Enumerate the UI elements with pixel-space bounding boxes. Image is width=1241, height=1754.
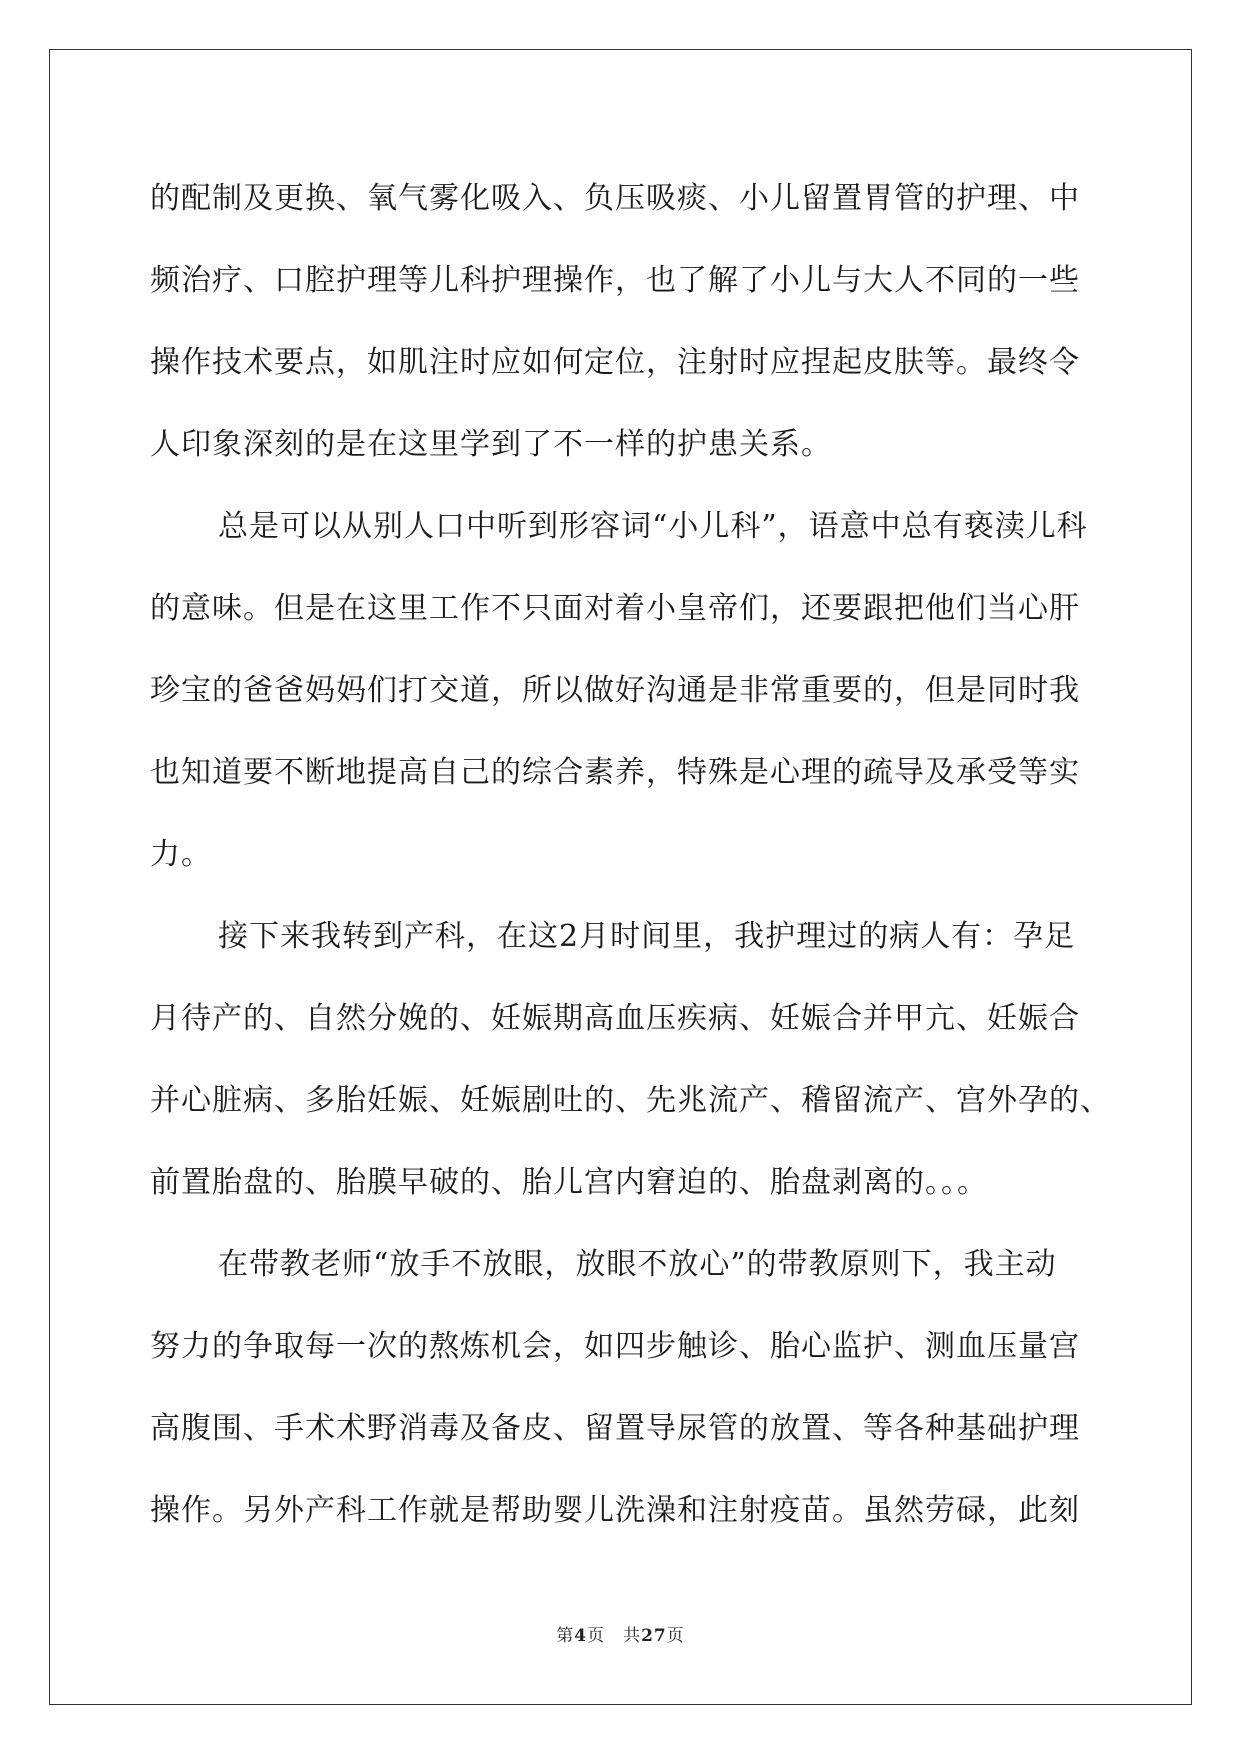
text-line: 总是可以从别人口中听到形容词“小儿科”，语意中总有亵渎儿科 xyxy=(218,509,1088,544)
text-line: 接下来我转到产科，在这2月时间里，我护理过的病人有：孕足 xyxy=(218,919,1076,954)
page-prefix: 第 xyxy=(556,1626,575,1646)
text-line: 也知道要不断地提高自己的综合素养，特殊是心理的疏导及承受等实 xyxy=(150,755,1080,790)
text-line: 月待产的、自然分娩的、妊娠期高血压疾病、妊娠合并甲亢、妊娠合 xyxy=(150,1001,1080,1036)
total-suffix: 页 xyxy=(666,1626,685,1646)
text-line: 的意味。但是在这里工作不只面对着小皇帝们，还要跟把他们当心肝 xyxy=(150,591,1080,626)
text-line: 努力的争取每一次的熬炼机会，如四步触诊、胎心监护、测血压量宫 xyxy=(150,1329,1080,1364)
text-line: 频治疗、口腔护理等儿科护理操作，也了解了小儿与大人不同的一些 xyxy=(150,263,1080,298)
page-number: 4 xyxy=(574,1626,588,1646)
text-line: 操作。另外产科工作就是帮助婴儿洗澡和注射疫苗。虽然劳碌，此刻 xyxy=(150,1493,1080,1528)
text-line: 在带教老师“放手不放眼，放眼不放心”的带教原则下，我主动 xyxy=(218,1247,1057,1282)
text-line: 高腹围、手术术野消毒及备皮、留置导尿管的放置、等各种基础护理 xyxy=(150,1411,1080,1446)
text-line: 力。 xyxy=(150,837,212,872)
total-pages: 27 xyxy=(641,1626,667,1646)
text-line: 并心脏病、多胎妊娠、妊娠剧吐的、先兆流产、稽留流产、宫外孕的、 xyxy=(150,1083,1111,1118)
text-line: 前置胎盘的、胎膜早破的、胎儿宫内窘迫的、胎盘剥离的。。。 xyxy=(150,1165,988,1200)
text-line: 珍宝的爸爸妈妈们打交道，所以做好沟通是非常重要的，但是同时我 xyxy=(150,673,1080,708)
text-line: 的配制及更换、氧气雾化吸入、负压吸痰、小儿留置胃管的护理、中 xyxy=(150,181,1080,216)
page-footer xyxy=(0,1621,1241,1646)
document-body xyxy=(150,158,1110,1552)
text-line: 人印象深刻的是在这里学到了不一样的护患关系。 xyxy=(150,427,832,462)
total-prefix: 共 xyxy=(623,1626,642,1646)
text-line: 操作技术要点，如肌注时应如何定位，注射时应捏起皮肤等。最终令 xyxy=(150,345,1080,380)
page-suffix: 页 xyxy=(587,1626,606,1646)
